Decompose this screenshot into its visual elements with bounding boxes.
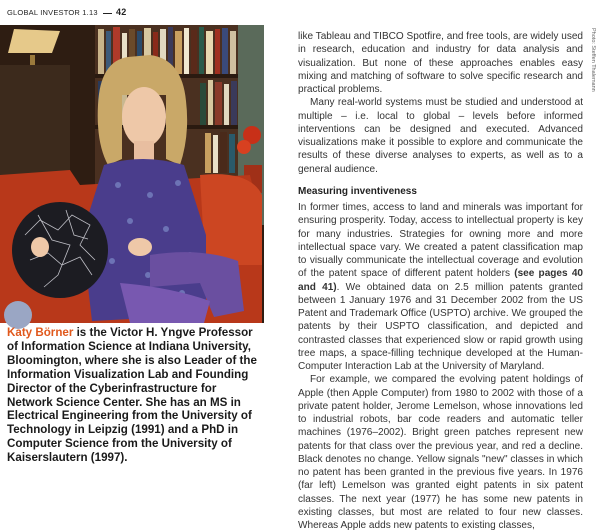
paragraph-3-text-a: In former times, access to land and minerals was important for ensuring prosperity. Today, access to intellectual property is key for many industries. Strategies for owning more and more intellectual space vary. We created a patent classification map to visually communicate the intellectual coverage and evolution of the patent space of different patent holders [298,202,583,280]
paragraph-3-text-b: . We obtained data on 2.5 million patents granted between 1 January 1976 and 31 December 2002 from the US Patent and Trademark Office (USPTO) archive. We grouped the patents by their USPTO classification, and depicted and contrasted classes that experienced slow or rapid growth using tree maps, a space-filling technique developed at the Human-Computer Interaction Lab at the University of Maryland. [298,281,583,372]
paragraph-4: For example, we compared the evolving patent holdings of Apple (then Apple Computer) from 1980 to 2002 with those of a private patent holder, Jerome Lemelson, whose innovations led to industrial robots, bar code readers and automatic teller machines (1976–2002). Bright green patches represent new patents for that class over the previous year, and red a decline. Black denotes no change. Yellow signals "new" classes in which no patent has been granted in the previous five years. In 1976 (far left) Lemelson was granted eight patents in six patent classes. The next year (1977) he has some new patents in existing classes, but most are related to four new classes. Whereas Apple adds new patents to existing classes, [298,374,583,531]
running-header [7,7,126,17]
paragraph-3 [298,201,583,373]
header-rule [103,13,112,14]
caption-name: Katy Börner [7,326,74,339]
page-number: 42 [116,7,127,17]
photo-credit [588,28,598,128]
section-heading: Measuring inventiveness [298,185,417,197]
page-reference: (see pages 40 and 41) [298,268,583,293]
caption-bio: is the Victor H. Yngve Professor of Information Science at Indiana University, Bloomington, where she is also Leader of the Information Visualization Lab and Founding Director of the Cyberinfrastructure for Network Science Center. She has an MS in Electrical Engineering from the University of Technology in Leipzig (1991) and a PhD in Computer Science from the University of Kaiserslautern (1997). [7,326,257,465]
publication-name: GLOBAL INVESTOR 1.13 [7,8,98,17]
portrait-photo [0,25,264,323]
article-body [298,30,583,532]
portrait-caption [7,326,265,465]
paragraph-1: like Tableau and TIBCO Spotfire, and free tools, are widely used in research, education and industry for data analysis and visualization. But none of these approaches enables easy mixing and matching of software to solve specific research and practical problems. [298,31,584,95]
paragraph-2: Many real-world systems must be studied and understood at multiple – i.e. local to global – levels before informed interventions can be designed and executed. Advanced visualizations make it possible to explore and communicate the results of these diverse analyses to experts, as well as to a general audience. [298,97,583,175]
photo-credit-text: Photo: Steffen Thalemann [590,28,596,92]
